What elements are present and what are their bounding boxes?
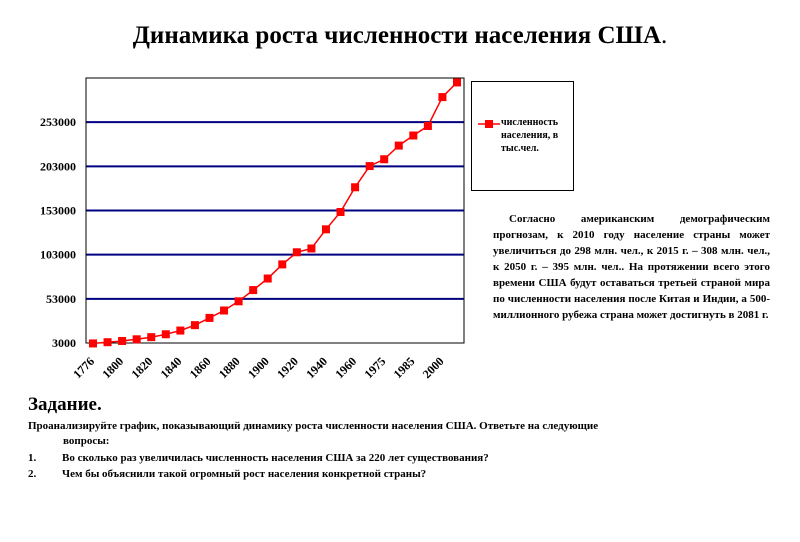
data-point-marker — [395, 142, 403, 150]
task-question-2 — [28, 467, 748, 482]
data-point-marker — [453, 78, 461, 86]
task-question-number: 2. — [28, 468, 37, 480]
data-point-marker — [264, 275, 272, 283]
data-point-marker — [366, 162, 374, 170]
series-layer — [89, 78, 461, 347]
task-question-text: Чем бы объяснили такой огромный рост населения конкретной страны? — [62, 468, 427, 480]
y-tick-label: 103000 — [40, 247, 76, 262]
y-tick-label: 153000 — [40, 203, 76, 218]
x-tick-label: 1900 — [244, 354, 272, 382]
data-point-marker — [307, 244, 315, 252]
x-tick-label: 1940 — [303, 354, 331, 382]
task-intro-text: Проанализируйте график, показывающий динамику роста численности населения США. Ответьте на следующие — [28, 420, 599, 432]
y-axis-ticks — [40, 115, 76, 350]
data-point-marker — [293, 248, 301, 256]
x-tick-label: 1985 — [390, 354, 418, 382]
data-point-marker — [133, 335, 141, 343]
y-tick-label: 253000 — [40, 115, 76, 130]
task-heading: Задание. — [28, 394, 102, 415]
page-title-dot: . — [661, 22, 668, 49]
legend-series-label: численность населения, в тыс.чел. — [501, 117, 559, 154]
data-point-marker — [104, 338, 112, 346]
x-tick-label: 1975 — [361, 354, 389, 382]
task-question-1 — [28, 451, 748, 466]
x-axis-ticks — [70, 354, 446, 381]
page-title-text: Динамика роста численности населения США — [132, 22, 662, 49]
data-point-marker — [89, 339, 97, 347]
task-question-text: Во сколько раз увеличилась численность населения США за 220 лет существования? — [62, 452, 489, 464]
x-tick-label: 1920 — [274, 354, 301, 382]
task-question-number: 1. — [28, 452, 37, 464]
x-tick-label: 1800 — [99, 354, 127, 382]
data-point-marker — [351, 183, 359, 191]
x-tick-label: 1776 — [70, 354, 98, 382]
task-intro-continuation: вопросы: — [63, 435, 110, 447]
task-intro — [28, 419, 748, 449]
data-point-marker — [322, 225, 330, 233]
x-tick-label: 1860 — [186, 354, 214, 382]
data-point-marker — [235, 297, 243, 305]
data-point-marker — [278, 260, 286, 268]
data-point-marker — [409, 132, 417, 140]
data-point-marker — [424, 122, 432, 130]
data-point-marker — [147, 333, 155, 341]
x-tick-label: 1840 — [157, 354, 185, 382]
data-point-marker — [337, 208, 345, 216]
data-point-marker — [118, 337, 126, 345]
data-point-marker — [249, 286, 257, 294]
data-point-marker — [220, 306, 228, 314]
data-point-marker — [205, 314, 213, 322]
chart-legend — [471, 81, 574, 191]
y-tick-label: 203000 — [40, 159, 76, 174]
x-tick-label: 1960 — [332, 354, 360, 382]
y-tick-label: 3000 — [52, 336, 76, 350]
x-tick-label: 2000 — [419, 354, 447, 382]
forecast-note: Согласно американским демографическим прогнозам, к 2010 году население страны может увеличиться до 298 млн. чел., к 2015 г. – 308 млн. чел., к 2050 г. – 395 млн. чел.. На протяжении всего этого времени США будут оставаться третьей страной мира по численности населения после Китая и Индии, а 500-миллионного рубежа страна может достигнуть в 2081 г. — [493, 213, 770, 321]
data-point-marker — [176, 327, 184, 335]
data-point-marker — [162, 330, 170, 338]
y-tick-label: 53000 — [46, 291, 76, 306]
data-point-marker — [380, 155, 388, 163]
x-tick-label: 1820 — [128, 354, 156, 382]
data-point-marker — [191, 321, 199, 329]
data-point-marker — [438, 93, 446, 101]
x-tick-label: 1880 — [215, 354, 243, 382]
